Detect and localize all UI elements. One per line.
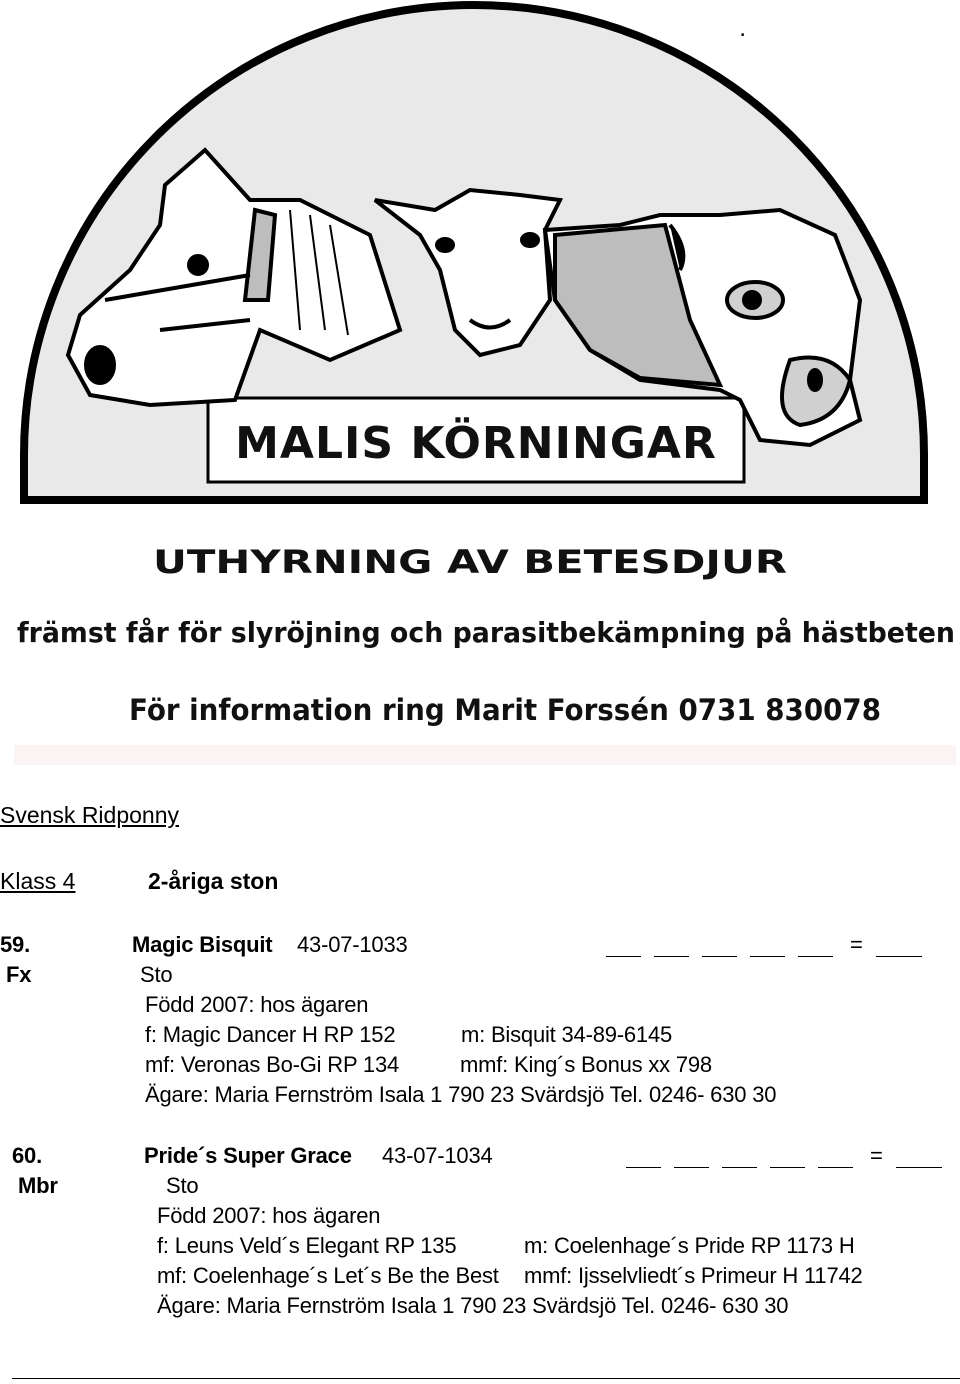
- horse-name: Magic Bisquit: [132, 932, 273, 957]
- dam-sire: mf: Coelenhage´s Let´s Be the Best: [157, 1263, 499, 1288]
- score-blank[interactable]: [722, 1167, 757, 1168]
- registration-number: 43-07-1034: [382, 1143, 493, 1168]
- entry-number: 60.: [12, 1143, 42, 1168]
- entry-code: Fx: [6, 962, 32, 987]
- ad-info: För information ring Marit Forssén 0731 830078: [129, 693, 881, 727]
- score-blank[interactable]: [674, 1167, 709, 1168]
- sire: f: Leuns Veld´s Elegant RP 135: [157, 1233, 457, 1258]
- horse-name: Pride´s Super Grace: [144, 1143, 352, 1168]
- bottom-divider: [12, 1378, 960, 1379]
- class-number: Klass 4: [0, 868, 76, 894]
- owner: Ägare: Maria Fernström Isala 1 790 23 Svärdsjö Tel. 0246- 630 30: [157, 1293, 789, 1318]
- dam-dam-sire: mmf: King´s Bonus xx 798: [460, 1052, 712, 1077]
- ad-brand: MALIS KÖRNINGAR: [235, 418, 717, 469]
- class-name: 2-åriga ston: [148, 868, 279, 894]
- score-blank[interactable]: [654, 956, 689, 957]
- sire: f: Magic Dancer H RP 152: [145, 1022, 396, 1047]
- equals-sign: =: [850, 932, 863, 957]
- registration-number: 43-07-1033: [297, 932, 408, 957]
- dam: m: Coelenhage´s Pride RP 1173 H: [524, 1233, 855, 1258]
- entry-code: Mbr: [18, 1173, 58, 1198]
- entry-number: 59.: [0, 932, 30, 957]
- section-title: Svensk Ridponny: [0, 802, 179, 828]
- ad-headline: UTHYRNING AV BETESDJUR: [153, 543, 787, 581]
- score-blank[interactable]: [798, 956, 833, 957]
- total-blank[interactable]: [896, 1167, 942, 1168]
- ad-dot: .: [740, 24, 746, 40]
- equals-sign: =: [870, 1143, 883, 1168]
- score-blank[interactable]: [626, 1167, 661, 1168]
- score-blank[interactable]: [606, 956, 641, 957]
- owner: Ägare: Maria Fernström Isala 1 790 23 Svärdsjö Tel. 0246- 630 30: [145, 1082, 777, 1107]
- ad-bottom-band: [14, 745, 956, 765]
- dam-dam-sire: mmf: Ijsselvliedt´s Primeur H 11742: [524, 1263, 863, 1288]
- score-blank[interactable]: [770, 1167, 805, 1168]
- dam: m: Bisquit 34-89-6145: [461, 1022, 673, 1047]
- score-blank[interactable]: [702, 956, 737, 957]
- birth-info: Född 2007: hos ägaren: [145, 992, 369, 1017]
- horse-sex: Sto: [140, 962, 173, 987]
- horse-sex: Sto: [166, 1173, 199, 1198]
- score-blank[interactable]: [818, 1167, 853, 1168]
- malis-logo: [24, 5, 924, 500]
- birth-info: Född 2007: hos ägaren: [157, 1203, 381, 1228]
- ad-tagline: främst får för slyröjning och parasitbekämpning på hästbeten: [17, 616, 955, 649]
- score-blank[interactable]: [750, 956, 785, 957]
- dam-sire: mf: Veronas Bo-Gi RP 134: [145, 1052, 400, 1077]
- total-blank[interactable]: [876, 956, 922, 957]
